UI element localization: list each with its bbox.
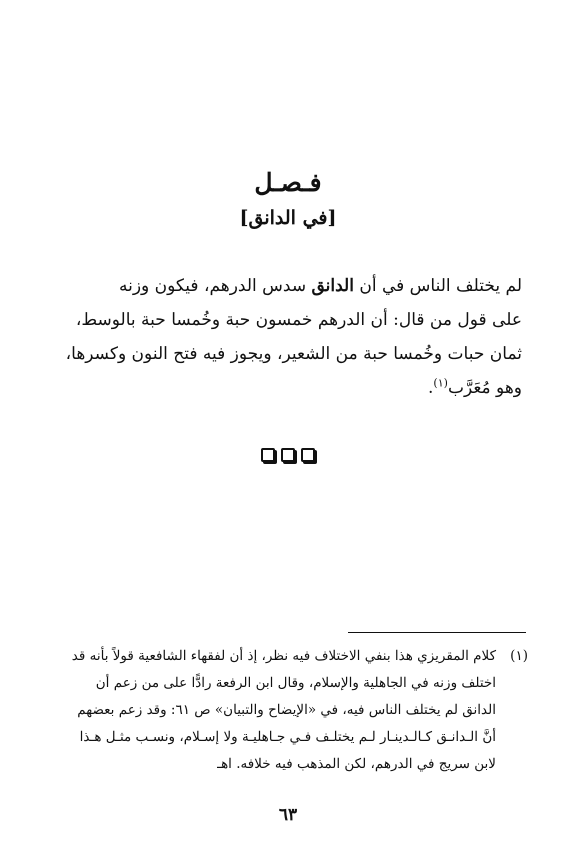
footnote-reference: (١)	[433, 376, 448, 390]
highlighted-term: الدانق	[311, 276, 354, 296]
section-title: فـصـل	[254, 168, 322, 197]
body-line: على قول من قال: أن الدرهم خمسون حبة وخُمسا حبة بالوسط،	[75, 310, 522, 330]
square-ornament-icon	[301, 448, 315, 462]
body-paragraph	[52, 269, 522, 405]
footnote-line: لابن سريج في الدرهم، لكن المذهب فيه خلافه. اهـ	[217, 756, 496, 772]
body-text-segment: وهو مُعَرَّب	[447, 378, 522, 398]
body-line	[52, 371, 522, 405]
footnote-line: الدانق لم يختلف الناس فيه، في «الإيضاح والتبيان» ص ٦١: وقد زعم بعضهم	[77, 702, 496, 718]
body-line	[52, 269, 522, 303]
body-text-segment: سدس الدرهم، فيكون وزنه	[118, 276, 312, 296]
footnote-text: كلام المقريزي هذا بنفي الاختلاف فيه نظر، إذ أن لفقهاء الشافعية قولاً بأنه قد	[71, 648, 496, 664]
footnote-number: (١)	[510, 648, 528, 664]
body-line: ثمان حبات وخُمسا حبة من الشعير، ويجوز فيه فتح النون وكسرها،	[65, 344, 522, 364]
footnote-line: اختلف وزنه في الجاهلية والإسلام، وقال ابن الرفعة رادًّا على من زعم أن	[95, 675, 496, 691]
square-ornament-icon	[281, 448, 295, 462]
footnote-line: أنَّ الـدانـق كـالـدينـار لـم يختلـف فـي جـاهليـة ولا إسـلام، ونسـب مثـل هـذا	[79, 729, 496, 745]
square-ornament-icon	[261, 448, 275, 462]
body-text-segment: .	[428, 378, 434, 398]
footnote	[48, 643, 528, 778]
section-subtitle: [في الدانق]	[239, 207, 337, 229]
footnote-separator	[348, 632, 526, 633]
footnote-line	[48, 643, 528, 670]
section-divider	[0, 448, 576, 462]
body-text-segment: لم يختلف الناس في أن	[353, 276, 522, 296]
page-number: ٦٣	[278, 805, 298, 825]
